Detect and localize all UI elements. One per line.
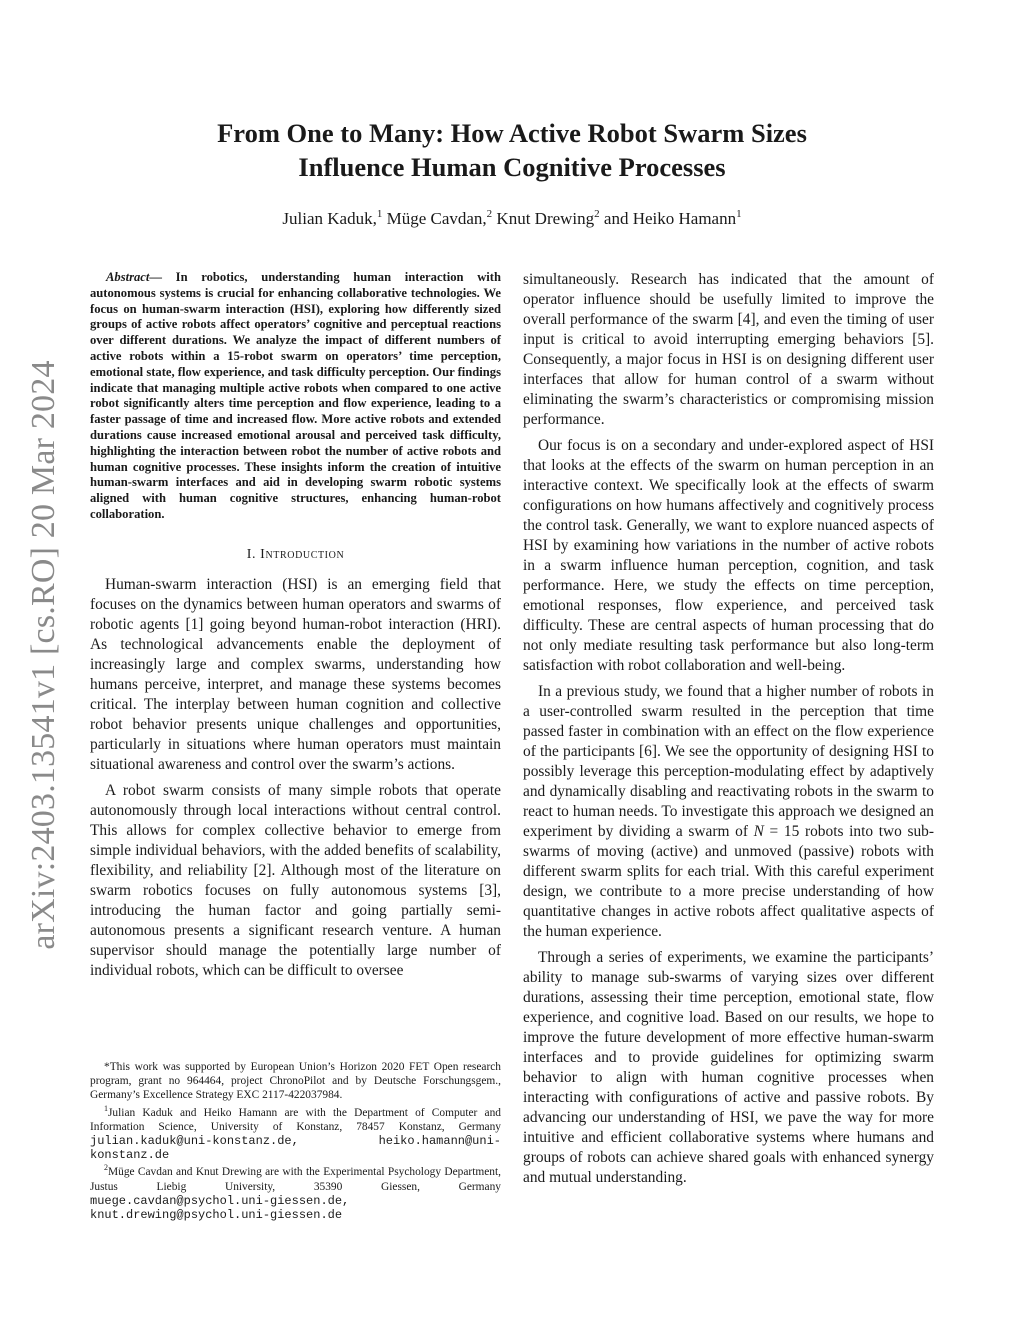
math-expression: = 15 <box>763 823 800 840</box>
title-line-2: Influence Human Cognitive Processes <box>298 152 726 182</box>
paragraph-text: In a previous study, we found that a higher number of robots in a user-controlled swarm resulted in the perception that time passed faster in combination with an effect on the flow experience of the participants [6]. We see the opportunity of designing HSI to possibly leverage this perception-modulating effect by adaptively and dynamically disabling and reactivating robots in the swarm to react to human needs. To investigate this approach we designed an experiment by dividing a swarm of <box>523 683 934 840</box>
author-name: Knut Drewing <box>496 209 595 228</box>
body-paragraph: Through a series of experiments, we examine the participants’ ability to manage sub-swarms of varying sizes over different durations, assessing their time perception, emotional state, flow experience, and cognitive load. Based on our results, we hope to improve the future development of more effective human-swarm interfaces and to provide guidelines for optimizing swarm behavior to align with human cognitive processes when interacting with configurations of active and passive robots. By advancing our understanding of HSI, we pave the way for more intuitive and efficient collaborative systems where humans and groups of robots can achieve shared goals with enhanced synergy and mutual understanding. <box>523 949 934 1186</box>
abstract-label: Abstract <box>106 270 150 284</box>
author-emails[interactable]: julian.kaduk@uni-konstanz.de, heiko.hamann@uni-konstanz.de <box>90 1134 501 1163</box>
footnote-mark: 2 <box>104 1163 108 1173</box>
left-column <box>90 270 501 981</box>
footnote-text: Müge Cavdan and Knut Drewing are with the Experimental Psychology Department, Justus Liebig University, 35390 Giessen, Germany <box>90 1166 501 1193</box>
footnote-affiliation-1 <box>90 1103 501 1163</box>
footnote-mark: 1 <box>104 1103 108 1113</box>
author-name: Julian Kaduk, <box>282 209 377 228</box>
title-line-1: From One to Many: How Active Robot Swarm Sizes <box>217 118 807 148</box>
footnote-affiliation-2 <box>90 1165 501 1222</box>
author-name: Müge Cavdan, <box>386 209 487 228</box>
arxiv-identifier-stamp: arXiv:2403.13541v1 [cs.RO] 20 Mar 2024 <box>25 360 62 950</box>
affiliation-mark: 2 <box>594 208 600 220</box>
section-heading-introduction: I. Introduction <box>246 546 345 562</box>
body-paragraph: A robot swarm consists of many simple robots that operate autonomously through local interactions without central control. This allows for complex collective behavior to emerge from simple individual behaviors, with the added benefits of scalability, flexibility, and reliability [2]. Although most of the literature on swarm robotics focuses on fully autonomous systems [3], introducing the human factor and going partially semi-autonomous presents a significant research venture. A human supervisor should manage the potentially large number of individual robots, which can be difficult to oversee <box>90 781 501 979</box>
author-emails[interactable]: muege.cavdan@psychol.uni-giessen.de, knut.drewing@psychol.uni-giessen.de <box>90 1193 350 1223</box>
paragraph-text: robots into two sub-swarms of moving (active) and unmoved (passive) robots with different swarm splits for each trial. With this careful experiment design, we contribute to a more precise understanding of how quantitative changes in active robots affect qualitative aspects of the human experience. <box>523 823 934 940</box>
footnotes <box>90 1060 501 1225</box>
affiliation-mark: 2 <box>486 208 493 220</box>
paper-title <box>0 116 1024 184</box>
author-name: and Heiko Hamann <box>603 209 737 228</box>
math-variable: N <box>753 823 764 840</box>
right-column <box>523 270 934 1194</box>
footnote-text: Julian Kaduk and Heiko Hamann are with the Department of Computer and Information Science, University of Konstanz, 78457 Konstanz, Germany <box>90 1106 501 1133</box>
abstract <box>90 270 501 523</box>
body-paragraph: Our focus is on a secondary and under-explored aspect of HSI that looks at the effects of the swarm on human perception in an interactive context. We specifically look at the effects of swarm configurations on how humans affectively and cognitively process the control task. Generally, we want to explore nuanced aspects of HSI by examining how variations in the number of active robots in a swarm influence human perception, cognition, and task performance. Here, we study the effects on time perception, emotional responses, flow experience, and perceived task difficulty. These are central aspects of human processing that do not only mediate resulting task performance but also long-term satisfaction with robot collaboration and well-being. <box>523 437 934 674</box>
body-paragraph <box>523 682 934 942</box>
author-list <box>0 209 1024 229</box>
footnote-funding: *This work was supported by European Union’s Horizon 2020 FET Open research program, grant no 964464, project ChronoPilot and by Deutsche Forschungsgem., Germany’s Excellence Strategy EXC 2117-422037984. <box>90 1061 501 1102</box>
body-paragraph: simultaneously. Research has indicated that the amount of operator influence should be usefully limited to improve the overall performance of the swarm [4], and even the timing of user input is critical to avoid interrupting emerging behaviors [5]. Consequently, a major focus in HSI is on designing different user interfaces that allow for human control of a swarm without eliminating the swarm’s characteristics or compromising mission performance. <box>523 271 934 428</box>
body-paragraph: Human-swarm interaction (HSI) is an emerging field that focuses on the dynamics between human operators and swarms of robotic agents [1] going beyond human-robot interaction (HRI). As technological advancements enable the deployment of increasingly large and complex swarms, understanding how humans perceive, interpret, and manage these systems becomes critical. The interplay between human cognition and collective robot behavior presents unique challenges and opportunities, particularly in situations where human operators must maintain situational awareness and control over the swarm’s actions. <box>90 575 501 773</box>
affiliation-mark: 1 <box>376 208 383 220</box>
affiliation-mark: 1 <box>736 208 742 220</box>
abstract-text: — In robotics, understanding human interaction with autonomous systems is crucial for enhancing collaborative technologies. We focus on human-swarm interaction (HSI), exploring how differently sized groups of active robots affect operators’ cognitive and perceptual reactions over different durations. We analyze the impact of different numbers of active robots within a 15-robot swarm on operators’ time perception, emotional state, flow experience, and task difficulty perception. Our findings indicate that managing multiple active robots when compared to one active robot significantly alters time perception and flow experience, leading to a faster passage of time and increased flow. More active robots and extended durations cause increased emotional arousal and perceived task difficulty, highlighting the interaction between robot the number of active robots and human cognitive processes. These insights inform the creation of intuitive human-swarm interfaces and aid in developing swarm robotic systems aligned with human cognitive structures, enhancing human-robot collaboration. <box>90 270 501 521</box>
